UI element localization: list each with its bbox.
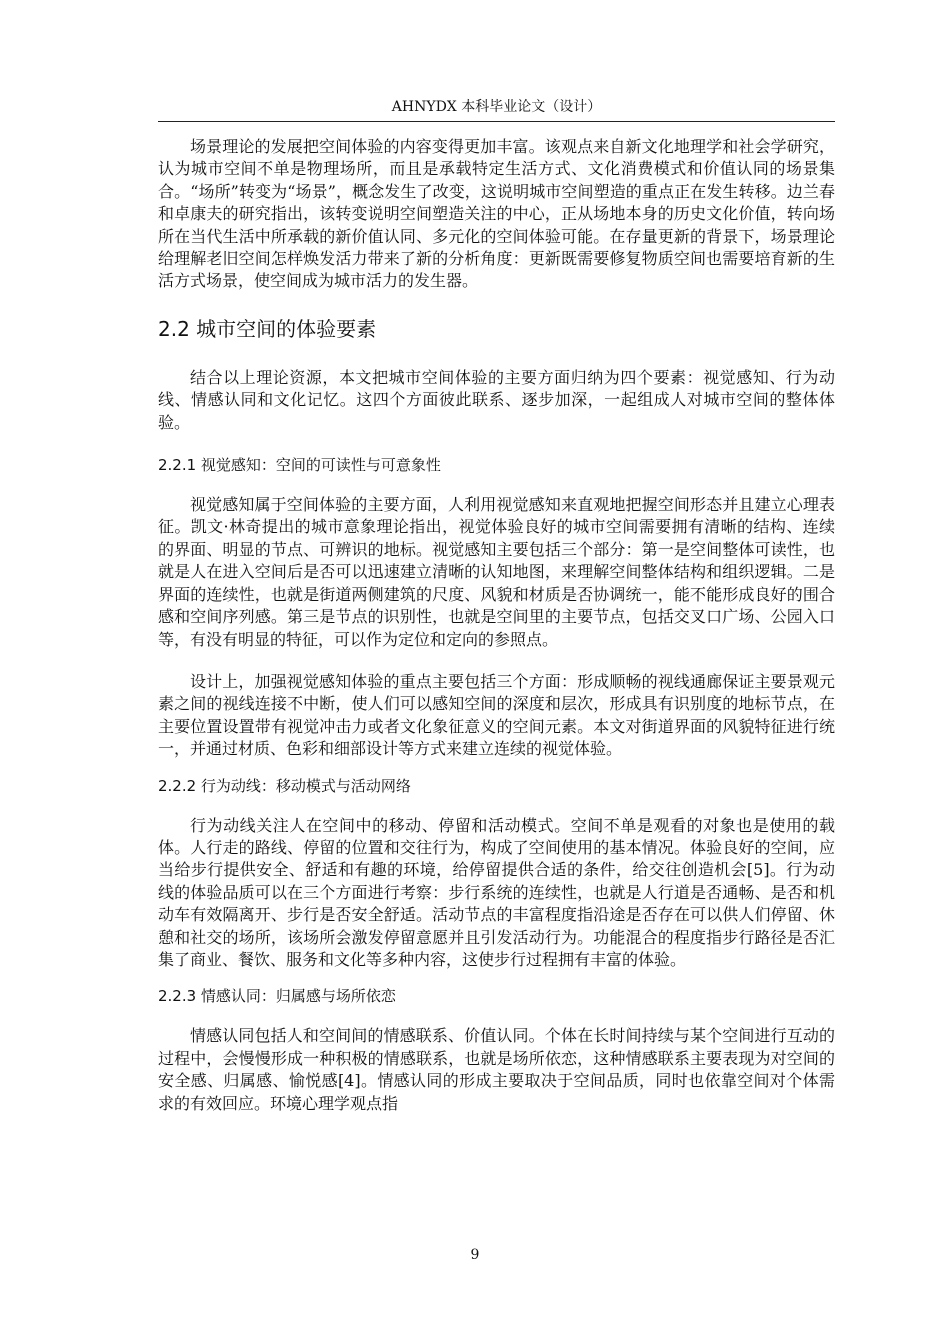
page-number: 9 xyxy=(470,1247,480,1263)
paragraph-emotional-identity: 情感认同包括人和空间间的情感联系、价值认同。个体在长时间持续与某个空间进行互动的过程中，会慢慢形成一种积极的情感联系，也就是场所依恋，这种情感联系主要表现为对空间的安全感、归属感、愉悦感[4]。情感认同的形成主要取决于空间品质，同时也依靠空间对个体需求的有效回应。环境心理学观点指 xyxy=(158,1026,835,1113)
page-body xyxy=(158,136,835,1115)
paragraph-scene-theory: 场景理论的发展把空间体验的内容变得更加丰富。该观点来自新文化地理学和社会学研究，认为城市空间不单是物理场所，而且是承载特定生活方式、文化消费模式和价值认同的场景集合。“场所”转变为“场景”，概念发生了改变，这说明城市空间塑造的重点正在发生转移。边兰春和卓康夫的研究指出，该转变说明空间塑造关注的中心，正从场地本身的历史文化价值，转向场所在当代生活中所承载的新价值认同、多元化的空间体验可能。在存量更新的背景下，场景理论给理解老旧空间怎样焕发活力带来了新的分析角度：更新既需要修复物质空间也需要培育新的生活方式场景，使空间成为城市活力的发生器。 xyxy=(158,137,835,291)
subsection-heading-2-2-3: 2.2.3 情感认同：归属感与场所依恋 xyxy=(158,987,396,1006)
paragraph-visual-design: 设计上，加强视觉感知体验的重点主要包括三个方面：形成顺畅的视线通廊保证主要景观元素之间的视线连接不中断，使人们可以感知空间的深度和层次，形成具有识别度的地标节点，在主要位置设置带有视觉冲击力或者文化象征意义的空间元素。本文对街道界面的风貌特征进行统一，并通过材质、色彩和细部设计等方式来建立连续的视觉体验。 xyxy=(158,671,835,759)
paragraph-movement-lines: 行为动线关注人在空间中的移动、停留和活动模式。空间不单是观看的对象也是使用的载体。人行走的路线、停留的位置和交往行为，构成了空间使用的基本情况。体验良好的空间，应当给步行提供安全、舒适和有趣的环境，给停留提供合适的条件，给交往创造机会[5]。行为动线的体验品质可以在三个方面进行考察：步行系统的连续性，也就是人行道是否通畅、是否和机动车有效隔离开、步行是否安全舒适。活动节点的丰富程度指沿途是否存在可以供人们停留、休憩和社交的场所，该场所会激发停留意愿并且引发活动行为。功能混合的程度指步行路径是否汇集了商业、餐饮、服务和文化等多种内容，这使步行过程拥有丰富的体验。 xyxy=(158,815,835,969)
subsection-heading-2-2-2: 2.2.2 行为动线：移动模式与活动网络 xyxy=(158,776,411,795)
running-header: AHNYDX 本科毕业论文（设计） xyxy=(158,98,835,122)
paragraph-elements-intro: 结合以上理论资源，本文把城市空间体验的主要方面归纳为四个要素：视觉感知、行为动线、情感认同和文化记忆。这四个方面彼此联系、逐步加深，一起组成人对城市空间的整体体验。 xyxy=(158,367,835,432)
subsection-heading-2-2-1: 2.2.1 视觉感知：空间的可读性与可意象性 xyxy=(158,456,441,475)
paragraph-visual-perception: 视觉感知属于空间体验的主要方面，人利用视觉感知来直观地把握空间形态并且建立心理表征。凯文·林奇提出的城市意象理论指出，视觉体验良好的城市空间需要拥有清晰的结构、连续的界面、明显的节点、可辨识的地标。视觉感知主要包括三个部分：第一是空间整体可读性，也就是人在进入空间后是否可以迅速建立清晰的认知地图，来理解空间整体结构和组织逻辑。二是界面的连续性，也就是街道两侧建筑的尺度、风貌和材质是否协调统一，能不能形成良好的围合感和空间序列感。第三是节点的识别性，也就是空间里的主要节点，包括交叉口广场、公园入口等，有没有明显的特征，可以作为定位和定向的参照点。 xyxy=(158,495,835,649)
section-heading-2-2: 2.2 城市空间的体验要素 xyxy=(158,316,377,341)
